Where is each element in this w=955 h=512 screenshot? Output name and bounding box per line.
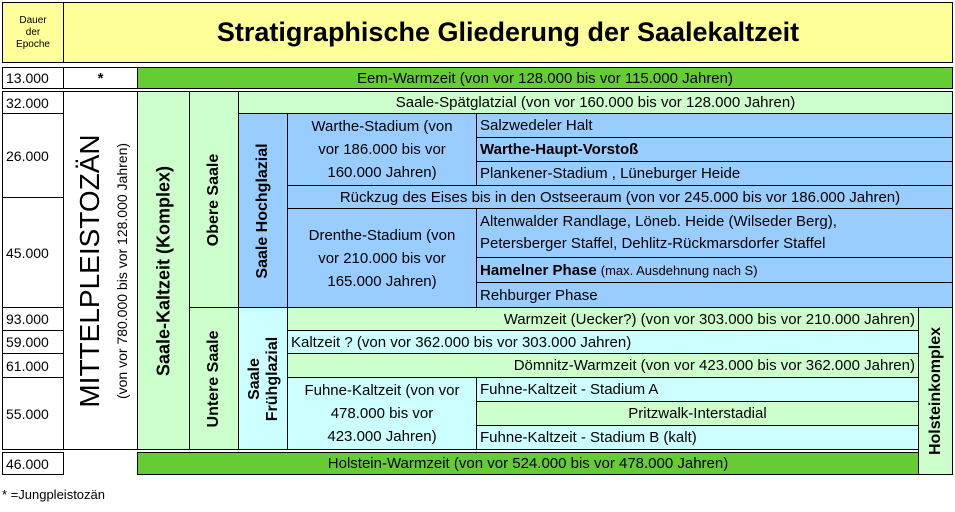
- warmzeit-uecker: Warmzeit (Uecker?) (von vor 303.000 bis vor 210.000 Jahren): [287, 307, 919, 331]
- duration-drenthe: 45.000: [2, 197, 64, 308]
- altenwalder-line: Petersberger Staffel, Dehlitz-Rückmarsdorfer Staffel: [480, 235, 826, 252]
- hochglazial-label: Saale Hochglazial: [254, 142, 271, 279]
- mittelpleistozaen-column: [63, 91, 138, 450]
- warthe-stadium-line: vor 186.000 bis vor: [318, 141, 446, 158]
- mittelpleistozaen-range: (von vor 780.000 bis vor 128.000 Jahren): [114, 142, 130, 399]
- page-title: Stratigraphische Gliederung der Saalekaltzeit: [63, 2, 953, 63]
- saale-komplex-label: Saale-Kaltzeit (Komplex): [153, 165, 173, 376]
- fruehglazial-column: [238, 307, 288, 450]
- fuhne-stadium-a: Fuhne-Kaltzeit - Stadium A: [476, 377, 919, 402]
- untere-saale-column: [189, 307, 239, 450]
- holsteinkomplex-column: [918, 307, 953, 475]
- duration-warmzeit-uecker: 93.000: [2, 307, 64, 331]
- pritzwalk-interstadial: Pritzwalk-Interstadial: [476, 401, 919, 426]
- drenthe-stadium-line: vor 210.000 bis vor: [318, 249, 446, 267]
- warthe-stadium: [287, 113, 477, 186]
- drenthe-stadium: [287, 208, 477, 308]
- duration-header-line: Dauer: [19, 14, 47, 26]
- fruehglazial-label-line2: Frühglazial: [264, 336, 281, 421]
- altenwalder-randlage: [476, 208, 953, 258]
- fruehglazial-label-line1: Saale: [246, 357, 263, 400]
- drenthe-stadium-line: 165.000 Jahren): [327, 272, 437, 290]
- fuhne-kaltzeit-line: 478.000 bis vor: [330, 405, 434, 422]
- duration-eem: 13.000: [2, 67, 64, 89]
- warthe-stadium-line: Warthe-Stadium (von: [311, 118, 453, 135]
- mittelpleistozaen-title: MITTELPLEISTOZÄN: [74, 133, 105, 408]
- fuhne-kaltzeit: [287, 377, 477, 450]
- altenwalder-line: Altenwalder Randlage, Löneb. Heide (Wilseder Berg),: [480, 213, 837, 230]
- untere-saale-label: Untere Saale: [205, 330, 222, 427]
- duration-kaltzeit: 59.000: [2, 330, 64, 354]
- duration-holstein: 46.000: [2, 452, 64, 475]
- duration-header-line: der: [25, 26, 41, 38]
- drenthe-stadium-line: Drenthe-Stadium (von: [308, 226, 456, 244]
- holstein-warmzeit: Holstein-Warmzeit (von vor 524.000 bis vor 478.000 Jahren): [137, 452, 919, 475]
- saale-komplex-column: [137, 91, 190, 450]
- eem-warmzeit: Eem-Warmzeit (von vor 128.000 bis vor 115.000 Jahren): [137, 67, 953, 89]
- warthe-stadium-line: 160.000 Jahren): [327, 164, 437, 181]
- duration-doemnitz: 61.000: [2, 353, 64, 378]
- fuhne-kaltzeit-line: Fuhne-Kaltzeit (von vor: [304, 382, 460, 399]
- hamelner-phase-name: Hamelner Phase: [480, 261, 597, 279]
- fuhne-stadium-b: Fuhne-Kaltzeit - Stadium B (kalt): [476, 425, 919, 450]
- salzwedeler-halt: Salzwedeler Halt: [476, 113, 953, 138]
- fuhne-kaltzeit-line: 423.000 Jahren): [327, 428, 437, 445]
- footnote: * =Jungpleistozän: [2, 487, 105, 502]
- plankener-stadium: Plankener-Stadium , Lüneburger Heide: [476, 161, 953, 186]
- saale-spaetglazial: Saale-Spätglatzial (von vor 160.000 bis vor 128.000 Jahren): [238, 91, 953, 114]
- rehburger-phase: Rehburger Phase: [476, 282, 953, 308]
- hamelner-phase: [476, 257, 953, 283]
- kaltzeit-unknown: Kaltzeit ? (von vor 362.000 bis vor 303.000 Jahren): [287, 330, 919, 354]
- duration-fuhne: 55.000: [2, 377, 64, 450]
- doemnitz-warmzeit: Dömnitz-Warmzeit (von vor 423.000 bis vor 362.000 Jahren): [287, 353, 919, 378]
- duration-column-header: [2, 2, 64, 63]
- obere-saale-column: [189, 91, 239, 308]
- hamelner-phase-note: (max. Ausdehnung nach S): [600, 262, 758, 278]
- warthe-haupt-vorstoss: Warthe-Haupt-Vorstoß: [476, 137, 953, 162]
- obere-saale-label: Obere Saale: [205, 153, 222, 246]
- rueckzug-des-eises: Rückzug des Eises bis in den Ostseeraum (von vor 245.000 bis vor 186.000 Jahren): [287, 185, 953, 209]
- duration-warthe: 26.000: [2, 113, 64, 198]
- holsteinkomplex-label: Holsteinkomplex: [926, 326, 944, 456]
- duration-header-line: Epoche: [16, 38, 50, 50]
- duration-spaetglazial: 32.000: [2, 91, 64, 114]
- eem-marker: *: [63, 67, 138, 89]
- hochglazial-column: [238, 113, 288, 308]
